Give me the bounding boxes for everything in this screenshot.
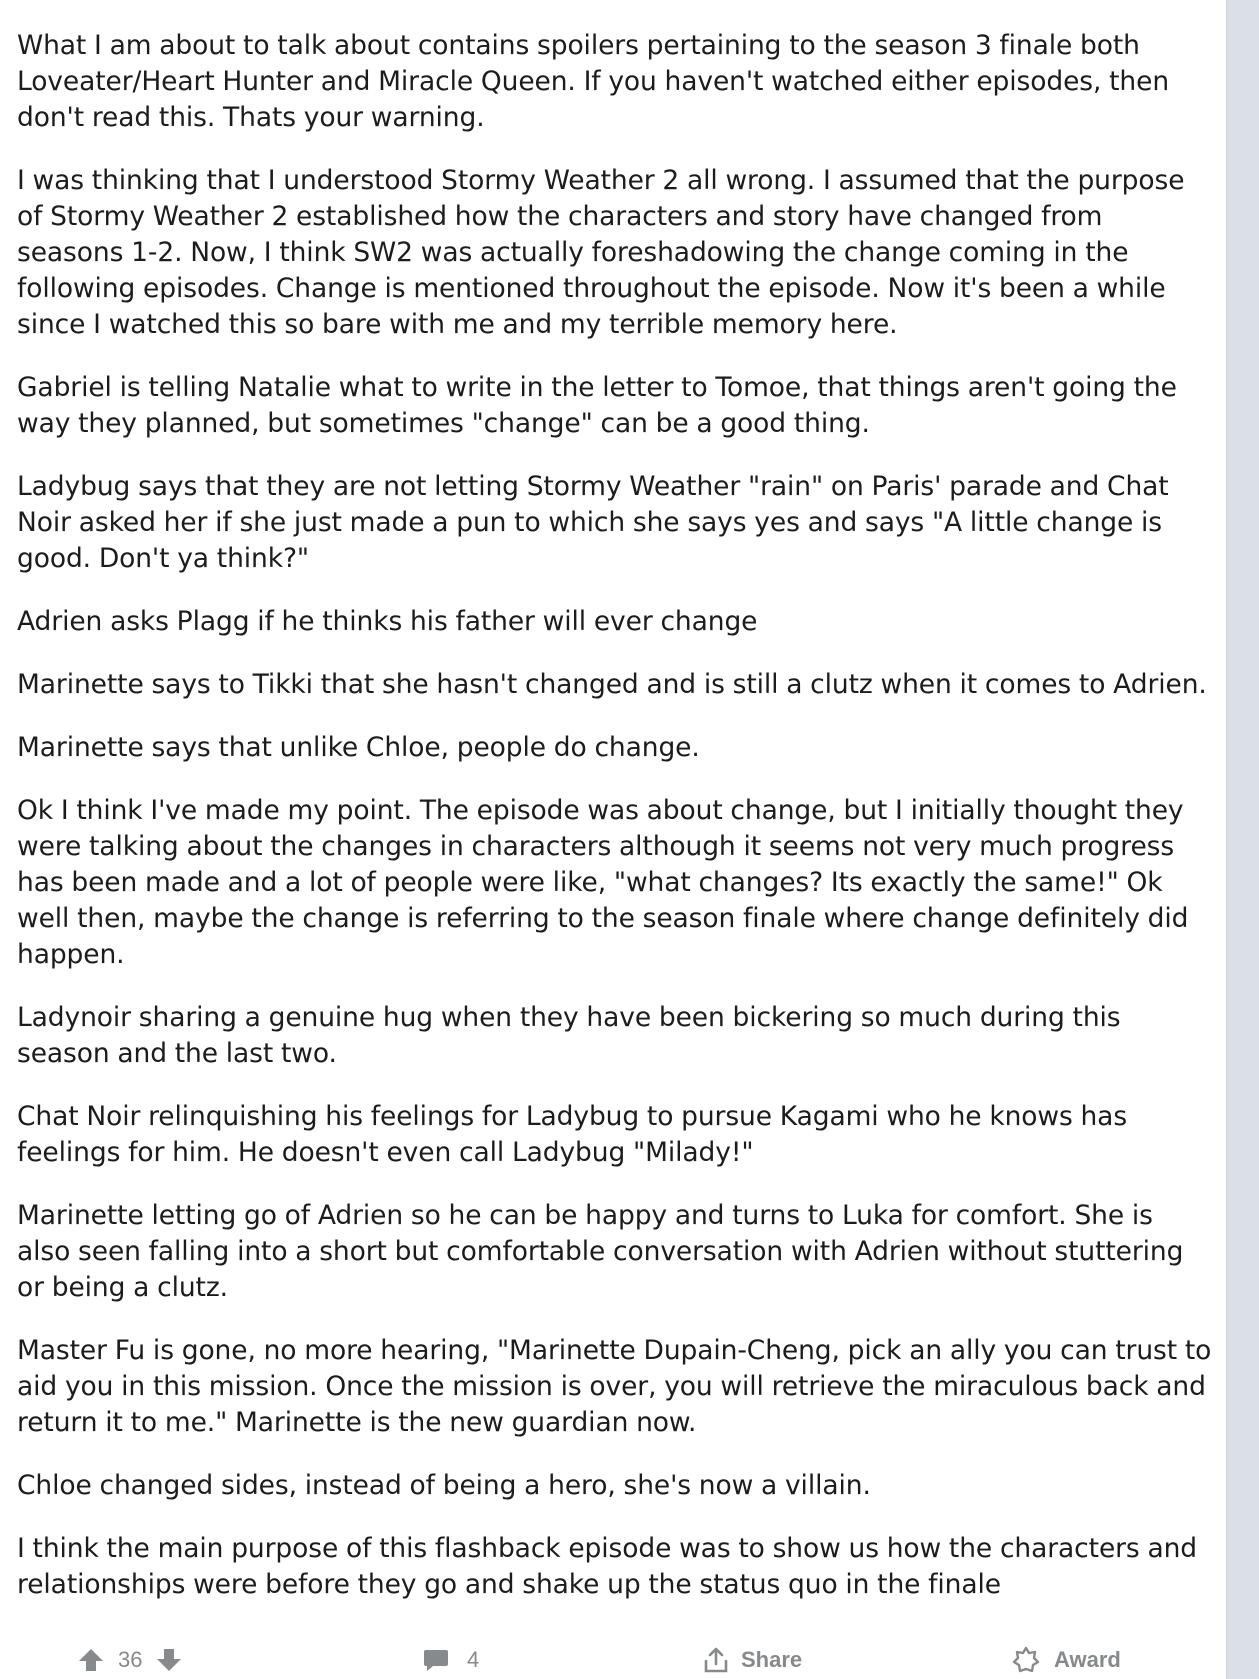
share-label: Share	[741, 1646, 803, 1672]
post-paragraph: I think the main purpose of this flashback episode was to show us how the characters and relationships were before they go and shake up the status quo in the finale	[17, 1533, 1198, 1600]
post-paragraph: Ladybug says that they are not letting Stormy Weather "rain" on Paris' parade and Chat Noir asked her if she just made a pun to which she says yes and says "A little change is good. Don't ya think?"	[17, 471, 1169, 574]
post-paragraph: Marinette says that unlike Chloe, people do change.	[17, 732, 700, 763]
comment-count: 4	[467, 1646, 480, 1672]
share-button[interactable]	[703, 1640, 802, 1679]
post-paragraph: Adrien asks Plagg if he thinks his father will ever change	[17, 606, 758, 637]
award-button[interactable]	[1012, 1640, 1121, 1679]
award-icon	[1012, 1646, 1040, 1674]
comment-bubble-icon	[423, 1648, 449, 1672]
post-paragraph: Gabriel is telling Natalie what to write in the letter to Tomoe, that things aren't going the way they planned, but sometimes "change" can be a good thing.	[17, 372, 1177, 439]
post-paragraph: Master Fu is gone, no more hearing, "Marinette Dupain-Cheng, pick an ally you can trust to aid you in this mission. Once the mission is over, you will retrieve the miraculous back and return it to me." Marinette is the new guardian now.	[17, 1335, 1212, 1438]
post-paragraph: Chloe changed sides, instead of being a hero, she's now a villain.	[17, 1470, 871, 1501]
vote-group	[78, 1640, 182, 1679]
right-gutter	[1226, 0, 1259, 1679]
post-paragraph: Ladynoir sharing a genuine hug when they have been bickering so much during this season and the last two.	[17, 1002, 1121, 1069]
share-icon	[703, 1647, 729, 1673]
post-paragraph: What I am about to talk about contains spoilers pertaining to the season 3 finale both Loveater/Heart Hunter and Miracle Queen. If you haven't watched either episodes, then don't read this. Thats your warning.	[17, 30, 1170, 133]
downvote-arrow-icon[interactable]	[156, 1648, 182, 1672]
post-paragraph: Marinette says to Tikki that she hasn't changed and is still a clutz when it comes to Adrien.	[17, 669, 1207, 700]
vote-score: 36	[118, 1646, 143, 1672]
upvote-arrow-icon[interactable]	[78, 1648, 104, 1672]
post-action-bar	[0, 1640, 1226, 1679]
post-paragraph: Chat Noir relinquishing his feelings for Ladybug to pursue Kagami who he knows has feelings for him. He doesn't even call Ladybug "Milady!"	[17, 1101, 1128, 1168]
post-paragraph: I was thinking that I understood Stormy Weather 2 all wrong. I assumed that the purpose of Stormy Weather 2 established how the characters and story have changed from seasons 1-2. Now, I think SW2 was actually foreshadowing the change coming in the following episodes. Change is mentioned throughout the episode. Now it's been a while since I watched this so bare with me and my terrible memory here.	[17, 165, 1185, 340]
comments-button[interactable]	[423, 1640, 479, 1679]
post-paragraph: Ok I think I've made my point. The episode was about change, but I initially thought they were talking about the changes in characters although it seems not very much progress has been made and a lot of people were like, "what changes? Its exactly the same!" Ok well then, maybe the change is referring to the season finale where change definitely did happen.	[17, 795, 1189, 970]
award-label: Award	[1054, 1646, 1121, 1672]
post-paragraph: Marinette letting go of Adrien so he can be happy and turns to Luka for comfort. She is also seen falling into a short but comfortable conversation with Adrien without stuttering or being a clutz.	[17, 1200, 1184, 1303]
post-body	[17, 28, 1212, 1628]
